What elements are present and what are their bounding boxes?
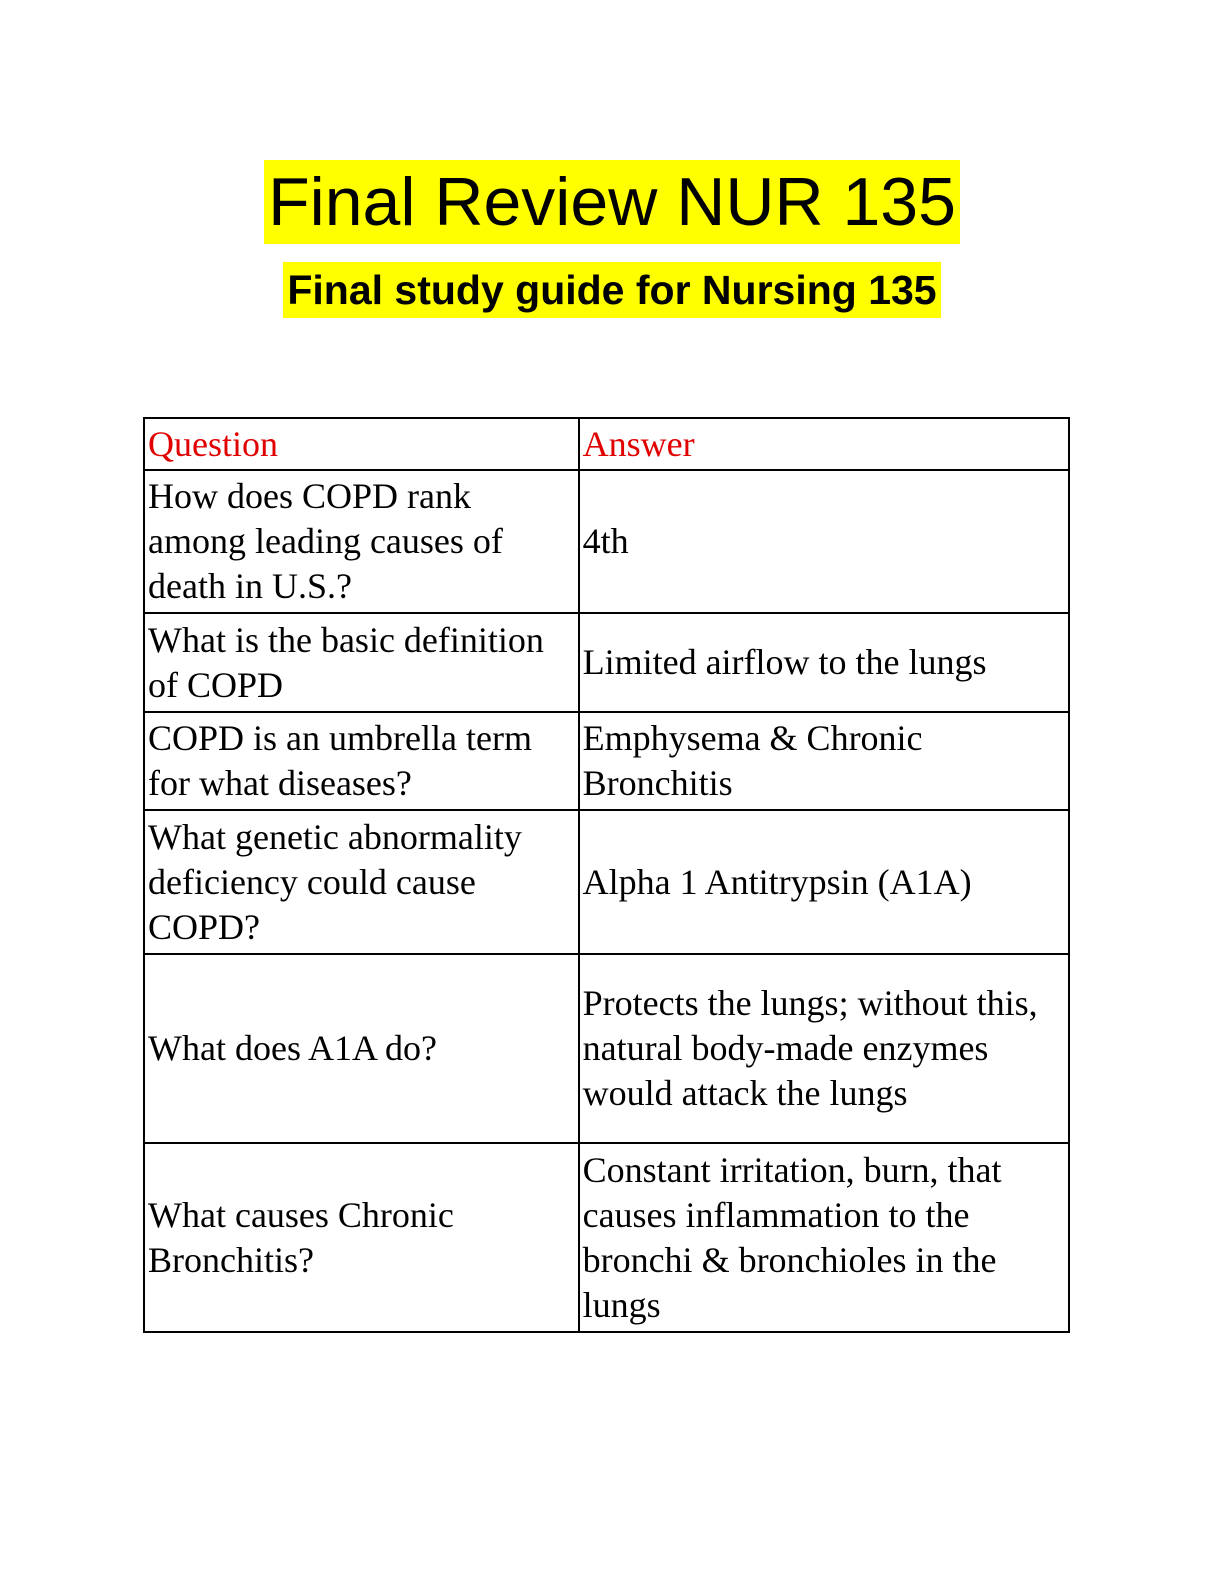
qa-table — [143, 417, 1070, 1333]
document-subtitle: Final study guide for Nursing 135 — [283, 262, 940, 318]
answer-cell: 4th — [579, 470, 1069, 613]
table-header-row — [144, 418, 1069, 470]
table-row — [144, 1143, 1069, 1332]
question-cell: What causes Chronic Bronchitis? — [144, 1143, 579, 1332]
question-cell: What genetic abnormality deficiency could cause COPD? — [144, 810, 579, 954]
title-container — [0, 160, 1224, 244]
question-cell: COPD is an umbrella term for what diseases? — [144, 712, 579, 810]
answer-cell: Limited airflow to the lungs — [579, 613, 1069, 712]
question-cell: What is the basic definition of COPD — [144, 613, 579, 712]
question-cell: What does A1A do? — [144, 954, 579, 1143]
table-row — [144, 613, 1069, 712]
table-row — [144, 810, 1069, 954]
header-question: Question — [144, 418, 579, 470]
question-cell: How does COPD rank among leading causes of death in U.S.? — [144, 470, 579, 613]
answer-cell: Constant irritation, burn, that causes inflammation to the bronchi & bronchioles in the lungs — [579, 1143, 1069, 1332]
answer-cell: Emphysema & Chronic Bronchitis — [579, 712, 1069, 810]
subtitle-container — [0, 262, 1224, 318]
table-row — [144, 712, 1069, 810]
document-title: Final Review NUR 135 — [264, 160, 960, 244]
header-answer: Answer — [579, 418, 1069, 470]
answer-cell: Alpha 1 Antitrypsin (A1A) — [579, 810, 1069, 954]
answer-cell: Protects the lungs; without this, natural body-made enzymes would attack the lungs — [579, 954, 1069, 1143]
table-row — [144, 954, 1069, 1143]
table-row — [144, 470, 1069, 613]
